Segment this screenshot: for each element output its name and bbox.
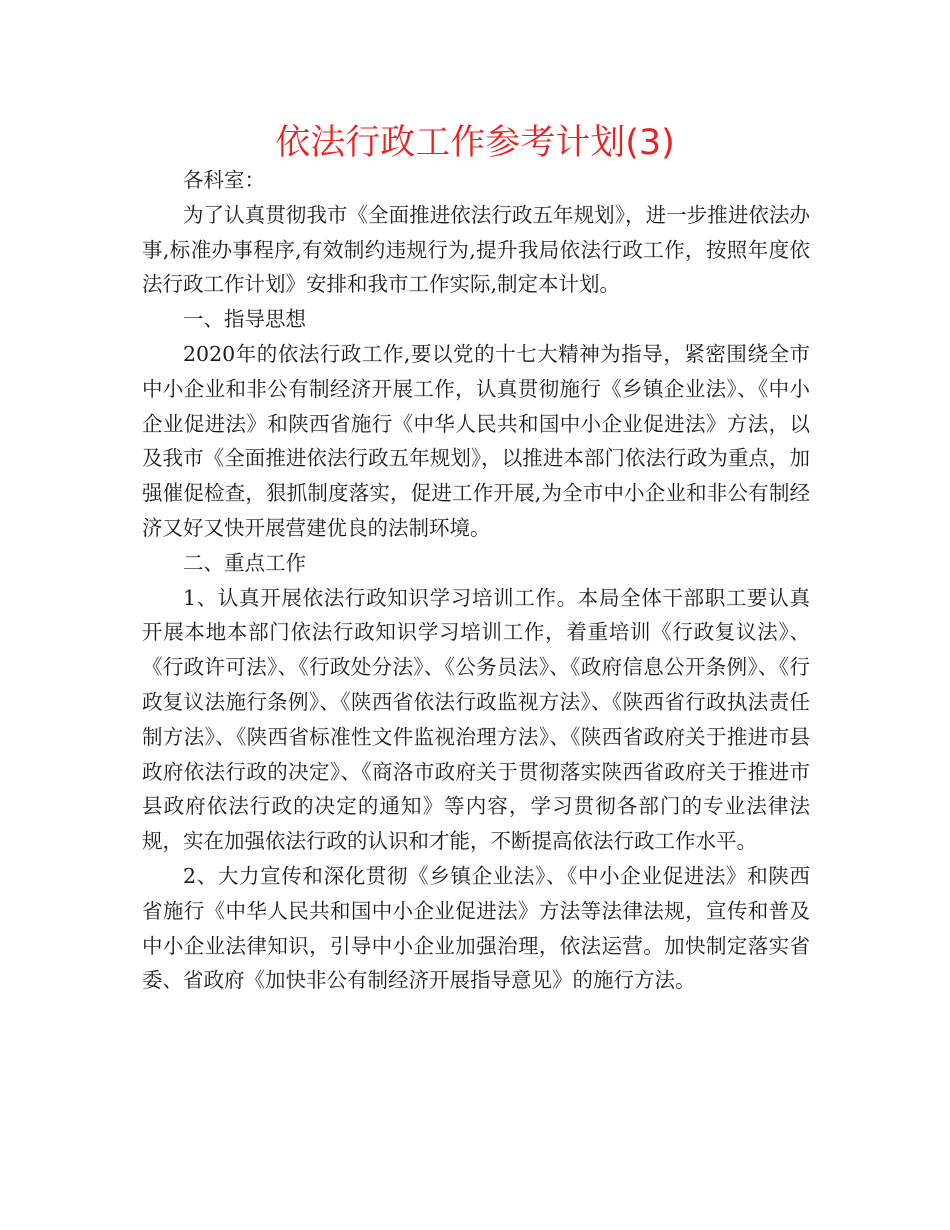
document-body (142, 163, 810, 998)
document-title: 依法行政工作参考计划(3) (275, 123, 675, 163)
key-work-item-1: 1、认真开展依法行政知识学习培训工作。本局全体干部职工要认真开展本地本部门依法行政知识学习培训工作，着重培训《行政复议法》、《行政许可法》、《行政处分法》、《公务员法》、《政府信息公开条例》、《行政复议法施行条例》、《陕西省依法行政监视方法》、《陕西省行政执法责任制方法》、《陕西省标准性文件监视治理方法》、《陕西省政府关于推进市县政府依法行政的决定》、《商洛市政府关于贯彻落实陕西省政府关于推进市县政府依法行政的决定的通知》等内容，学习贯彻各部门的专业法律法规，实在加强依法行政的认识和才能，不断提高依法行政工作水平。 (142, 585, 810, 854)
section-heading-guiding-ideology: 一、指导思想 (183, 307, 306, 332)
intro-paragraph: 为了认真贯彻我市《全面推进依法行政五年规划》，进一步推进依法办事,标准办事程序,有效制约违规行为,提升我局依法行政工作，按照年度依法行政工作计划》安排和我市工作实际,制定本计划。 (142, 202, 810, 297)
section-heading-key-work: 二、重点工作 (183, 550, 306, 575)
guiding-ideology-paragraph: 2020年的依法行政工作,要以党的十七大精神为指导，紧密围绕全市中小企业和非公有制经济开展工作，认真贯彻施行《乡镇企业法》、《中小企业促进法》和陕西省施行《中华人民共和国中小企业促进法》方法，以及我市《全面推进依法行政五年规划》，以推进本部门依法行政为重点，加强催促检查，狠抓制度落实，促进工作开展,为全市中小企业和非公有制经济又好又快开展营建优良的法制环境。 (142, 341, 810, 540)
key-work-item-2: 2、大力宣传和深化贯彻《乡镇企业法》、《中小企业促进法》和陕西省施行《中华人民共和国中小企业促进法》方法等法律法规，宣传和普及中小企业法律知识，引导中小企业加强治理，依法运营。加快制定落实省委、省政府《加快非公有制经济开展指导意见》的施行方法。 (142, 863, 810, 993)
salutation: 各科室： (183, 168, 265, 192)
